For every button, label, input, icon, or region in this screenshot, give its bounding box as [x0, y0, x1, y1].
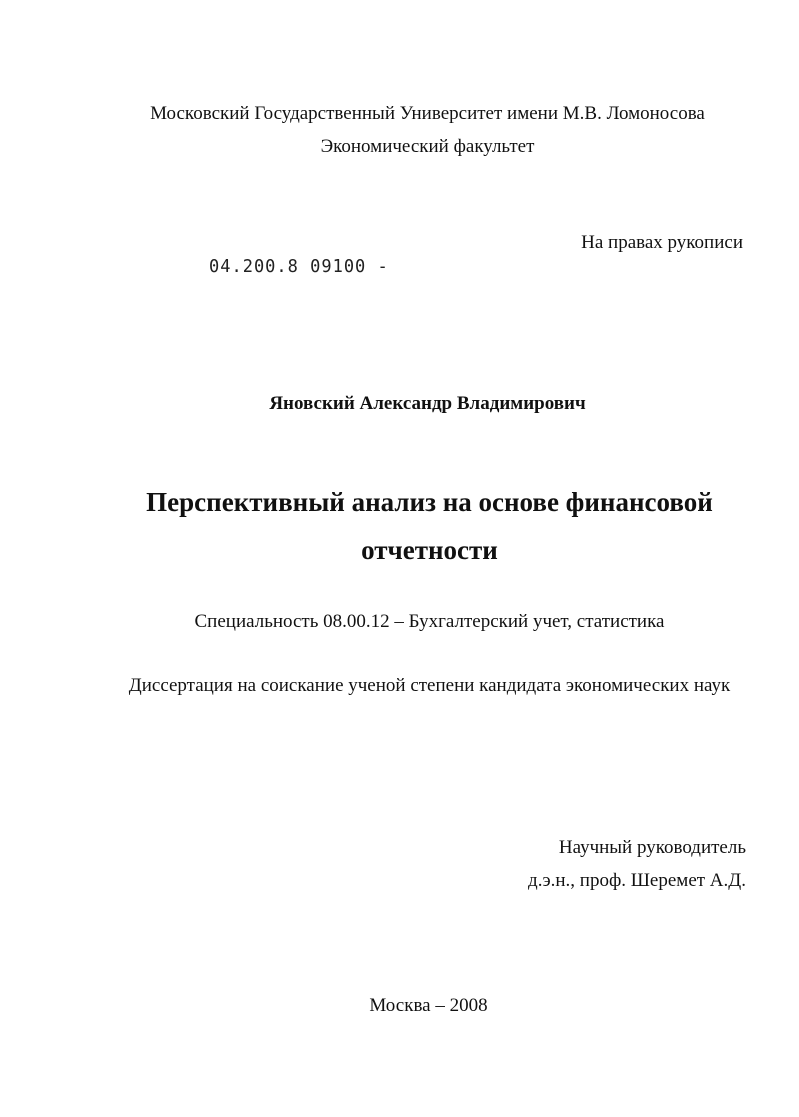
registration-stamp-number: 04.200.8 09100 - — [209, 256, 389, 278]
specialty-line: Специальность 08.00.12 – Бухгалтерский учет, статистика — [194, 611, 665, 632]
city-year: Москва – 2008 — [369, 995, 488, 1016]
dissertation-title-line-2: отчетности — [361, 535, 498, 565]
supervisor-name: д.э.н., проф. Шеремет А.Д. — [528, 870, 746, 891]
dissertation-degree-line: Диссертация на соискание ученой степени кандидата экономических наук — [128, 675, 731, 696]
manuscript-note: На правах рукописи — [581, 232, 743, 253]
author-name: Яновский Александр Владимирович — [269, 393, 586, 414]
supervisor-label: Научный руководитель — [558, 837, 746, 858]
university-name: Московский Государственный Университет имени М.В. Ломоносова — [150, 103, 705, 124]
dissertation-title-line-1: Перспективный анализ на основе финансовой — [146, 487, 713, 517]
faculty-name: Экономический факультет — [320, 136, 535, 157]
